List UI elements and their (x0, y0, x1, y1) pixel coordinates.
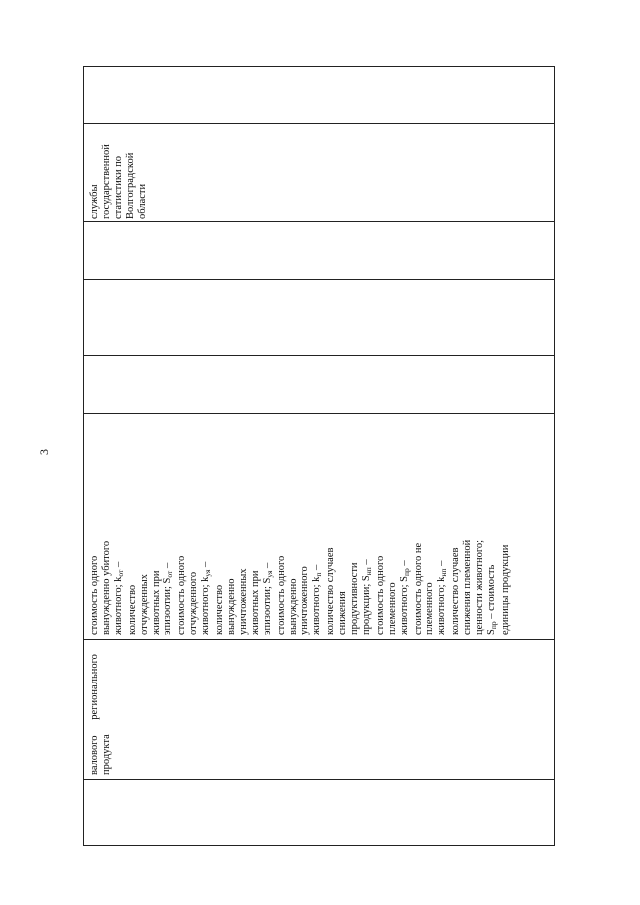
legend-line: вынужденно убитого (100, 540, 112, 635)
legend-line: эпизоотии; $S_{от}$ – (162, 562, 175, 635)
legend-line: животного; $k_{уя}$ – (200, 561, 213, 635)
legend-line: отчужденных (138, 574, 150, 635)
legend-line: племенного (424, 582, 436, 635)
legend-line: животного; $S_{пр}$ – (398, 560, 411, 635)
subscript: нп (363, 567, 373, 576)
source-line: области (136, 183, 148, 219)
legend-line: стоимость одного (374, 555, 386, 635)
legend-line: стоимость одного (176, 555, 188, 635)
legend-line: снижения племенной (462, 539, 474, 635)
legend-line: эпизоотии; $S_{уя}$ – (261, 562, 274, 635)
cell-source (89, 144, 149, 219)
subscript: уя (203, 569, 213, 577)
legend-line: вынужденно (225, 578, 237, 635)
legend-line: ценности животного; (474, 539, 486, 635)
region-line: продукта (100, 734, 112, 775)
legend-line: племенного (386, 582, 398, 635)
legend-line: уничтоженного (299, 566, 311, 635)
row-divider (84, 279, 554, 280)
subscript: п (314, 572, 324, 577)
legend-line: стоимость одного (275, 555, 287, 635)
subscript: пр (401, 568, 411, 576)
legend-line: животного; $k_п$ – (311, 564, 324, 635)
subscript: от (165, 570, 175, 578)
legend-line: животного; $k_{нп}$ – (436, 560, 449, 635)
legend-line: количество (126, 584, 138, 635)
row-divider (84, 123, 554, 124)
legend-line: вынужденно (287, 578, 299, 635)
legend-line: единицы продукции (499, 544, 511, 635)
subscript: пр (489, 621, 498, 630)
legend-line: снижения (337, 591, 349, 635)
page-number: 3 (37, 449, 51, 455)
region-line: валового регионального (89, 654, 100, 775)
source-line: службы (89, 184, 100, 219)
cell-formula-legend (89, 540, 512, 635)
legend-line: продукции; $S_{нп}$ – (360, 559, 373, 635)
table (83, 66, 555, 846)
legend-line: животного; $k_{от}$ – (112, 561, 125, 635)
legend-line: количество случаев (450, 547, 462, 635)
row-divider (84, 221, 554, 222)
subscript: уя (264, 570, 274, 578)
legend-line: количество (214, 584, 226, 635)
legend-line: стоимость одного не (412, 542, 424, 635)
legend-line: животных при (249, 570, 261, 635)
legend-line: животных при (150, 570, 162, 635)
legend-line: отчужденного (188, 571, 200, 635)
legend-line: продуктивности (349, 562, 361, 635)
legend-line: уничтоженных (237, 568, 249, 635)
cell-region-product (89, 654, 113, 775)
subscript: нп (439, 568, 449, 577)
subscript: от (115, 569, 125, 577)
source-line: государственной (100, 144, 112, 219)
source-line: статистики по (112, 155, 124, 219)
legend-line: количество случаев (325, 547, 337, 635)
legend-line: стоимость одного (89, 555, 100, 635)
row-divider (84, 639, 554, 640)
row-divider (84, 779, 554, 780)
row-divider (84, 355, 554, 356)
source-line: Волгоградской (124, 152, 136, 219)
row-divider (84, 413, 554, 414)
legend-line: $S_{пр}$ – стоимость (486, 564, 498, 635)
